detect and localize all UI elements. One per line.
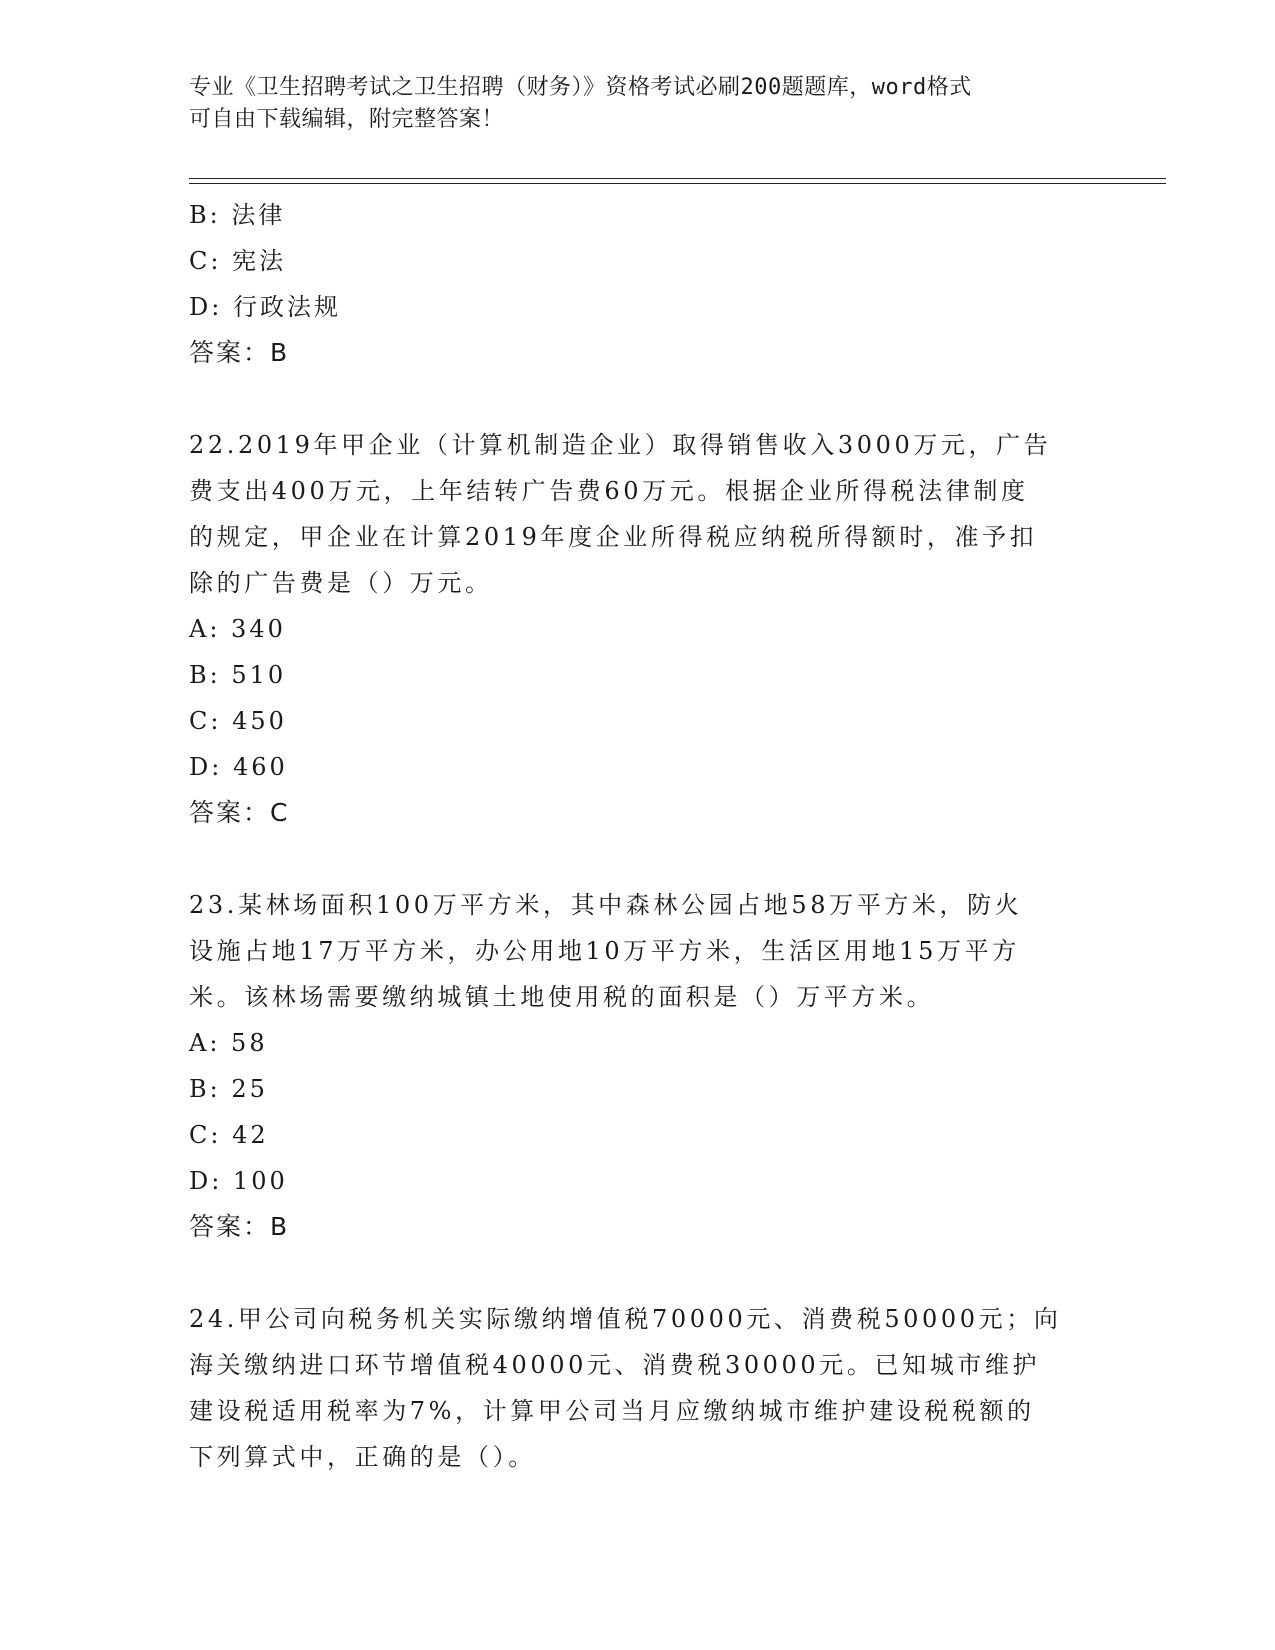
question-line: 海关缴纳进口环节增值税40000元、消费税30000元。已知城市维护 <box>189 1351 1041 1379</box>
question-text <box>189 882 1089 1020</box>
option-b: B: 25 <box>189 1075 268 1103</box>
question-line: 米。该林场需要缴纳城镇土地使用税的面积是（）万平方米。 <box>189 983 935 1011</box>
answer: 答案：B <box>189 338 290 367</box>
question-21-continued <box>189 192 1089 376</box>
question-content <box>189 192 1089 1480</box>
header-line-1: 专业《卫生招聘考试之卫生招聘（财务）》资格考试必刷200题题库，word格式 <box>189 75 972 100</box>
spacer <box>189 836 1089 882</box>
option-b: B: 法律 <box>189 201 286 229</box>
question-line: 除的广告费是（）万元。 <box>189 569 493 597</box>
option-d: D: 行政法规 <box>189 293 341 321</box>
option-d: D: 100 <box>189 1167 288 1195</box>
header-rule-bottom <box>189 183 1166 184</box>
question-text <box>189 1296 1089 1480</box>
answer: 答案：C <box>189 798 290 827</box>
option-b: B: 510 <box>189 661 287 689</box>
header-rule-top <box>189 178 1166 179</box>
option-a: A: 58 <box>189 1029 268 1057</box>
question-line: 23.某林场面积100万平方米，其中森林公园占地58万平方米，防火 <box>189 891 1023 919</box>
question-line: 费支出400万元，上年结转广告费60万元。根据企业所得税法律制度 <box>189 477 1029 505</box>
question-24 <box>189 1296 1089 1480</box>
question-line: 22.2019年甲企业（计算机制造企业）取得销售收入3000万元，广告 <box>189 431 1052 459</box>
question-line: 24.甲公司向税务机关实际缴纳增值税70000元、消费税50000元；向 <box>189 1305 1062 1333</box>
question-22 <box>189 422 1089 836</box>
answer: 答案：B <box>189 1212 290 1241</box>
question-line: 下列算式中，正确的是（）。 <box>189 1443 536 1471</box>
question-line: 建设税适用税率为7%，计算甲公司当月应缴纳城市维护建设税税额的 <box>189 1397 1035 1425</box>
spacer <box>189 376 1089 422</box>
question-line: 的规定，甲企业在计算2019年度企业所得税应纳税所得额时，准予扣 <box>189 523 1038 551</box>
spacer <box>189 1250 1089 1296</box>
document-header <box>189 72 1089 136</box>
option-c: C: 42 <box>189 1121 269 1149</box>
header-line-2: 可自由下载编辑，附完整答案！ <box>189 107 505 132</box>
option-d: D: 460 <box>189 753 288 781</box>
question-text <box>189 422 1089 606</box>
option-c: C: 宪法 <box>189 247 287 275</box>
question-line: 设施占地17万平方米，办公用地10万平方米，生活区用地15万平方 <box>189 937 1020 965</box>
option-c: C: 450 <box>189 707 287 735</box>
question-23 <box>189 882 1089 1250</box>
option-a: A: 340 <box>189 615 286 643</box>
